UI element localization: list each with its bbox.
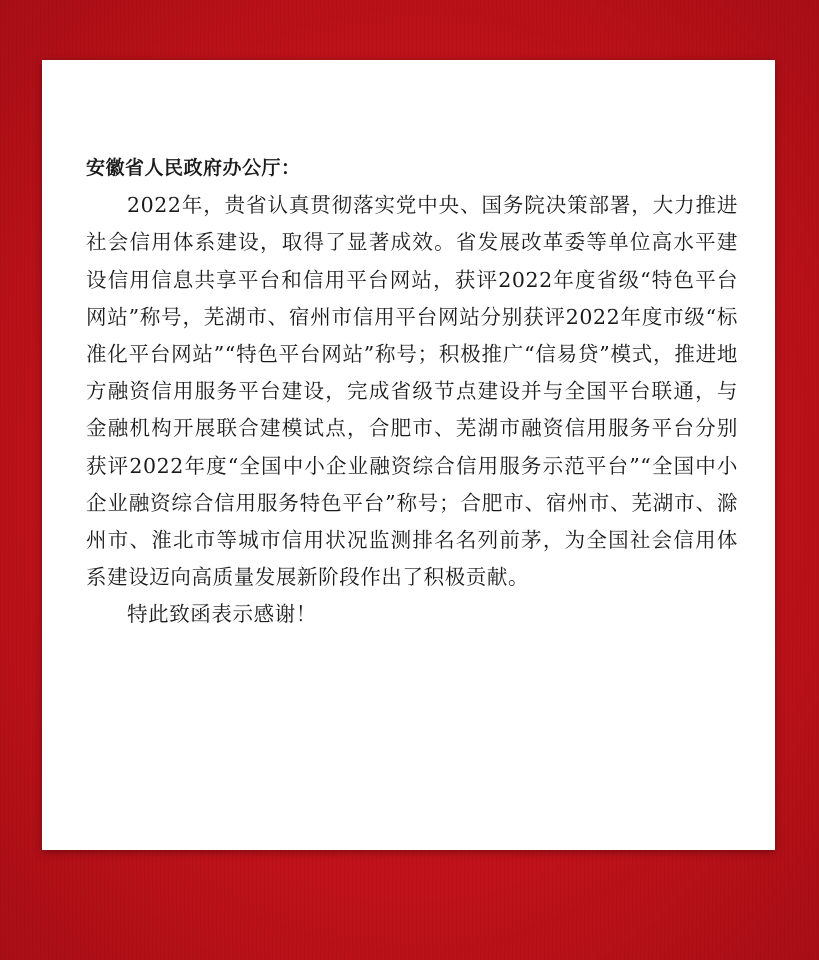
letter-closing: 特此致函表示感谢！ bbox=[127, 602, 317, 627]
letter-salutation: 安徽省人民政府办公厅： bbox=[86, 157, 301, 179]
letter-content bbox=[86, 150, 738, 634]
letter-body: 2022年，贵省认真贯彻落实党中央、国务院决策部署，大力推进社会信用体系建设，取得了显著成效。省发展改革委等单位高水平建设信用信息共享平台和信用平台网站，获评2022年度省级“特色平台网站”称号，芜湖市、宿州市信用平台网站分别获评2022年度市级“标准化平台网站”“特色平台网站”称号；积极推广“信易贷”模式，推进地方融资信用服务平台建设，完成省级节点建设并与全国平台联通，与金融机构开展联合建模试点，合肥市、芜湖市融资信用服务平台分别获评2022年度“全国中小企业融资综合信用服务示范平台”“全国中小企业融资综合信用服务特色平台”称号；合肥市、宿州市、芜湖市、滁州市、淮北市等城市信用状况监测排名名列前茅，为全国社会信用体系建设迈向高质量发展新阶段作出了积极贡献。 bbox=[86, 193, 738, 590]
letter-paper bbox=[42, 60, 775, 850]
